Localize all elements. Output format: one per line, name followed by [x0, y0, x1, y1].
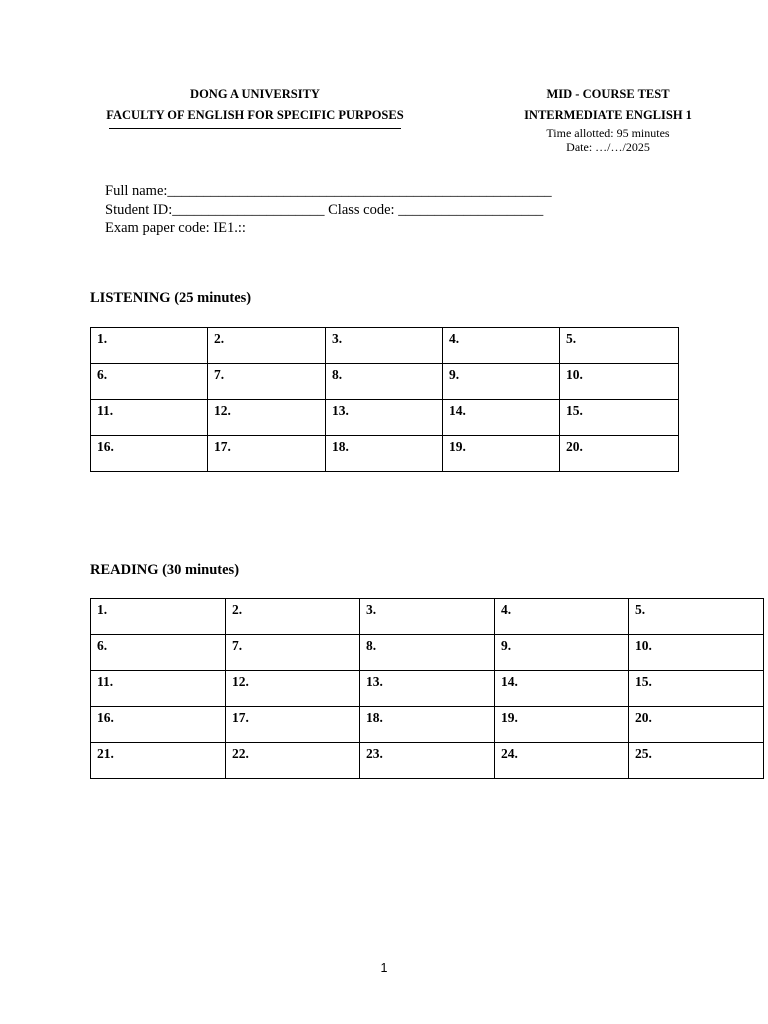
answer-cell[interactable] — [560, 436, 679, 472]
question-number: 2. — [232, 602, 243, 617]
time-allotted: Time allotted: 95 minutes — [546, 126, 670, 140]
question-number: 9. — [449, 367, 460, 382]
answer-cell[interactable] — [443, 400, 560, 436]
answer-row — [91, 364, 679, 400]
test-header — [510, 84, 706, 154]
test-title: MID - COURSE TEST — [546, 87, 670, 101]
faculty-name: FACULTY OF ENGLISH FOR SPECIFIC PURPOSES — [106, 108, 404, 122]
question-number: 16. — [97, 439, 114, 454]
question-number: 16. — [97, 710, 114, 725]
answer-cell[interactable] — [326, 400, 443, 436]
reading-answer-table — [90, 598, 764, 779]
answer-cell[interactable] — [91, 599, 226, 635]
answer-cell[interactable] — [629, 743, 764, 779]
question-number: 22. — [232, 746, 249, 761]
exam-paper-code: Exam paper code: IE1.:: — [105, 220, 246, 236]
answer-row — [91, 328, 679, 364]
question-number: 13. — [332, 403, 349, 418]
answer-cell[interactable] — [360, 599, 495, 635]
answer-cell[interactable] — [208, 364, 326, 400]
student-id-class-code-field: Student ID:_____________________ Class code: ____________________ — [105, 201, 544, 218]
question-number: 15. — [635, 674, 652, 689]
question-number: 4. — [449, 331, 460, 346]
answer-cell[interactable] — [91, 671, 226, 707]
answer-cell[interactable] — [495, 635, 629, 671]
answer-cell[interactable] — [226, 743, 360, 779]
question-number: 18. — [366, 710, 383, 725]
question-number: 11. — [97, 403, 114, 418]
answer-cell[interactable] — [629, 707, 764, 743]
question-number: 15. — [566, 403, 583, 418]
answer-row — [91, 743, 764, 779]
question-number: 10. — [635, 638, 652, 653]
answer-cell[interactable] — [443, 436, 560, 472]
answer-cell[interactable] — [91, 707, 226, 743]
question-number: 13. — [366, 674, 383, 689]
question-number: 3. — [332, 331, 343, 346]
answer-cell[interactable] — [91, 328, 208, 364]
question-number: 17. — [232, 710, 249, 725]
answer-cell[interactable] — [360, 671, 495, 707]
question-number: 8. — [366, 638, 377, 653]
header-underline — [109, 128, 401, 129]
listening-answer-table — [90, 327, 679, 472]
question-number: 5. — [566, 331, 577, 346]
question-number: 3. — [366, 602, 377, 617]
answer-cell[interactable] — [560, 328, 679, 364]
answer-cell[interactable] — [560, 364, 679, 400]
answer-cell[interactable] — [326, 328, 443, 364]
answer-cell[interactable] — [208, 328, 326, 364]
question-number: 17. — [214, 439, 231, 454]
listening-section-title: LISTENING (25 minutes) — [90, 290, 252, 306]
course-name: INTERMEDIATE ENGLISH 1 — [524, 108, 692, 122]
answer-cell[interactable] — [91, 743, 226, 779]
question-number: 14. — [501, 674, 518, 689]
answer-cell[interactable] — [226, 599, 360, 635]
answer-cell[interactable] — [208, 436, 326, 472]
answer-cell[interactable] — [495, 671, 629, 707]
answer-cell[interactable] — [629, 671, 764, 707]
answer-cell[interactable] — [495, 599, 629, 635]
question-number: 20. — [635, 710, 652, 725]
question-number: 8. — [332, 367, 343, 382]
answer-row — [91, 635, 764, 671]
answer-cell[interactable] — [360, 635, 495, 671]
full-name-field: Full name:_____________________________________________________ — [105, 183, 552, 199]
answer-cell[interactable] — [326, 364, 443, 400]
question-number: 2. — [214, 331, 225, 346]
answer-cell[interactable] — [629, 599, 764, 635]
answer-cell[interactable] — [208, 400, 326, 436]
question-number: 10. — [566, 367, 583, 382]
question-number: 12. — [214, 403, 231, 418]
answer-cell[interactable] — [91, 635, 226, 671]
answer-cell[interactable] — [226, 707, 360, 743]
university-name: DONG A UNIVERSITY — [190, 87, 320, 101]
question-number: 6. — [97, 638, 108, 653]
answer-cell[interactable] — [226, 635, 360, 671]
answer-cell[interactable] — [495, 743, 629, 779]
answer-cell[interactable] — [91, 436, 208, 472]
question-number: 1. — [97, 602, 108, 617]
question-number: 5. — [635, 602, 646, 617]
answer-cell[interactable] — [326, 436, 443, 472]
question-number: 19. — [501, 710, 518, 725]
answer-cell[interactable] — [360, 743, 495, 779]
answer-row — [91, 599, 764, 635]
answer-cell[interactable] — [629, 635, 764, 671]
answer-cell[interactable] — [495, 707, 629, 743]
answer-row — [91, 671, 764, 707]
answer-cell[interactable] — [91, 364, 208, 400]
answer-row — [91, 400, 679, 436]
reading-section-title: READING (30 minutes) — [90, 562, 240, 578]
question-number: 7. — [214, 367, 225, 382]
question-number: 12. — [232, 674, 249, 689]
question-number: 7. — [232, 638, 243, 653]
question-number: 9. — [501, 638, 512, 653]
institution-header — [100, 84, 410, 129]
student-info — [105, 182, 552, 238]
test-date: Date: …/…/2025 — [566, 140, 650, 154]
page-number: 1 — [380, 961, 388, 975]
answer-cell[interactable] — [443, 328, 560, 364]
question-number: 4. — [501, 602, 512, 617]
question-number: 6. — [97, 367, 108, 382]
question-number: 24. — [501, 746, 518, 761]
question-number: 20. — [566, 439, 583, 454]
answer-row — [91, 436, 679, 472]
answer-cell[interactable] — [360, 707, 495, 743]
question-number: 19. — [449, 439, 466, 454]
question-number: 1. — [97, 331, 108, 346]
answer-cell[interactable] — [560, 400, 679, 436]
answer-cell[interactable] — [443, 364, 560, 400]
answer-row — [91, 707, 764, 743]
question-number: 23. — [366, 746, 383, 761]
answer-cell[interactable] — [226, 671, 360, 707]
question-number: 11. — [97, 674, 114, 689]
question-number: 21. — [97, 746, 114, 761]
question-number: 14. — [449, 403, 466, 418]
question-number: 18. — [332, 439, 349, 454]
question-number: 25. — [635, 746, 652, 761]
answer-cell[interactable] — [91, 400, 208, 436]
